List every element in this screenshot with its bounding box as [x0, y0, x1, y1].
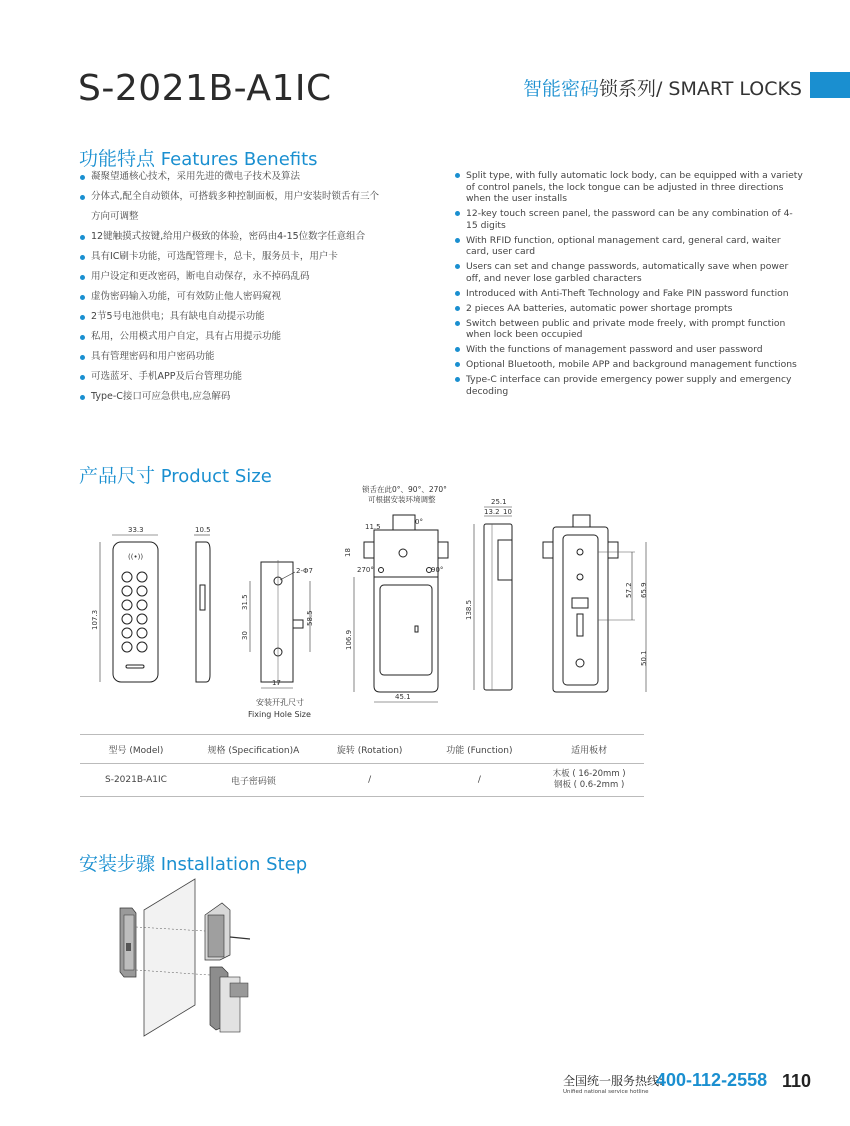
dim-side2-25: 25.1 [491, 498, 507, 506]
feature-en-item: Introduced with Anti-Theft Technology and Fake PIN password function [454, 288, 804, 300]
dim-body-11-5: 11.5 [365, 523, 381, 531]
cell-function: / [477, 775, 481, 785]
dim-back-50: 50.1 [640, 650, 648, 666]
installation-title [79, 849, 307, 876]
model-title: S-2021B-A1IC [78, 68, 332, 109]
dim-hole-58: 58.5 [306, 610, 314, 626]
features-title-en: Features Benefits [160, 149, 318, 170]
dim-hole-30: 30 [241, 631, 249, 640]
dim-back-57: 57.2 [625, 582, 633, 598]
cell-spec: 电子密码锁 [230, 776, 276, 787]
product-size-title-en: Product Size [160, 466, 272, 487]
feature-en-item: Users can set and change passwords, automatically save when power off, and never lose garbled characters [454, 261, 804, 284]
col-model: 型号 (Model) [108, 745, 164, 756]
feature-cn-item: 2节5号电池供电；具有缺电自动提示功能 [79, 307, 419, 327]
col-rotation: 旋转 (Rotation) [336, 745, 403, 756]
feature-cn-item: 用户设定和更改密码，断电自动保存，永不掉码乱码 [79, 267, 419, 287]
dim-side2-10: 10 [503, 508, 512, 516]
dim-body-270deg: 270° [357, 566, 374, 574]
feature-cn-item: 分体式,配全自动锁体，可搭载多种控制面板，用户安装时锁舌有三个 [79, 187, 419, 207]
series-label-rest: 锁系列/ SMART LOCKS [598, 78, 802, 100]
hotline-number: 400-112-2558 [656, 1070, 768, 1090]
feature-en-item: Switch between public and private mode freely, with prompt function when lock been occupied [454, 318, 804, 341]
hotline-label-cn: 全国统一服务热线: [563, 1074, 664, 1088]
fixing-hole-label-en: Fixing Hole Size [248, 710, 311, 719]
cell-board [534, 764, 644, 797]
dim-body-18: 18 [344, 548, 352, 557]
cell-board-steel: 钢板 ( 0.6-2mm ) [553, 780, 625, 790]
feature-en-item: Type-C interface can provide emergency power supply and emergency decoding [454, 374, 804, 397]
tongue-note-line1: 锁舌在此0°、90°、270° [362, 485, 447, 494]
tongue-note-line2: 可根据安装环境调整 [368, 495, 436, 504]
feature-en-item: With RFID function, optional management card, general card, waiter card, user card [454, 235, 804, 258]
side-view-drawing [194, 526, 211, 682]
feature-cn-item: 私用，公用模式用户自定，具有占用提示功能 [79, 327, 419, 347]
col-board: 适用板材 [571, 745, 608, 756]
installation-illustration [110, 875, 280, 1045]
dim-panel-width: 33.3 [128, 526, 144, 534]
product-size-title-cn: 产品尺寸 [79, 465, 156, 487]
feature-cn-item: 具有管理密码和用户密码功能 [79, 347, 419, 367]
cell-model: S-2021B-A1IC [105, 775, 167, 785]
product-size-drawing [80, 480, 680, 725]
keypad-part [120, 908, 136, 977]
installation-title-cn: 安装步骤 [79, 853, 156, 875]
dim-body-90deg: 90° [431, 566, 444, 574]
feature-cn-item: 虚伪密码输入功能，可有效防止他人密码窥视 [79, 287, 419, 307]
feature-en-item: With the functions of management password and user password [454, 344, 804, 356]
keypad-icon [122, 572, 147, 652]
features-en-list [454, 170, 804, 401]
feature-en-item: Split type, with fully automatic lock body, can be equipped with a variety of control panels, the lock tongue can be adjusted in three directions when the user installs [454, 170, 804, 205]
feature-cn-item: 具有IC刷卡功能，可选配管理卡，总卡，服务员卡，用户卡 [79, 247, 419, 267]
col-function: 功能 (Function) [446, 745, 513, 756]
spec-table-header [80, 735, 644, 764]
lock-body-part [205, 903, 248, 1032]
feature-cn-item: 凝聚望通核心技术，采用先进的微电子技术及算法 [79, 167, 419, 187]
page-number: 110 [782, 1071, 812, 1091]
features-cn-list [79, 167, 419, 407]
hotline-label-en: Unified national service hotline [563, 1089, 649, 1095]
dim-body-width: 45.1 [395, 693, 411, 701]
installation-title-en: Installation Step [160, 854, 308, 875]
lock-body-drawing [344, 515, 448, 702]
feature-en-item: 2 pieces AA batteries, automatic power shortage prompts [454, 303, 804, 315]
fixing-hole-drawing [241, 560, 314, 688]
dim-hole-17: 17 [272, 679, 281, 687]
feature-cn-item-continued: 方向可调整 [91, 211, 139, 222]
dim-side-width: 10.5 [195, 526, 211, 534]
lock-back-drawing [543, 515, 648, 692]
feature-cn-item: 12键触摸式按键,给用户极致的体验，密码由4-15位数字任意组合 [79, 227, 419, 247]
fixing-hole-label-cn: 安装开孔尺寸 [256, 698, 304, 707]
feature-cn-item: 可选蓝牙、手机APP及后台管理功能 [79, 367, 419, 387]
header-accent-tab [810, 72, 850, 98]
dim-panel-height: 107.3 [91, 609, 99, 630]
screw-icon [230, 937, 250, 939]
dim-hole-diameter: 2-Φ7 [296, 567, 313, 575]
spec-table [80, 734, 644, 797]
feature-en-item: 12-key touch screen panel, the password can be any combination of 4-15 digits [454, 208, 804, 231]
dim-back-65: 65.9 [640, 582, 648, 598]
feature-en-item: Optional Bluetooth, mobile APP and background management functions [454, 359, 804, 371]
series-label-cn: 智能密码 [522, 78, 599, 100]
feature-cn-item: Type-C接口可应急供电,应急解码 [79, 387, 419, 407]
lock-side-drawing [465, 498, 512, 690]
dim-body-height: 106.9 [345, 629, 353, 650]
dim-side2-height: 138.5 [465, 599, 473, 620]
cell-rotation: / [368, 775, 372, 785]
rfid-symbol-icon: ((•)) [128, 553, 144, 561]
table-row [80, 764, 644, 797]
dim-side2-13: 13.2 [484, 508, 500, 516]
features-title-cn: 功能特点 [79, 148, 156, 170]
series-label [523, 74, 802, 101]
front-panel-drawing [91, 526, 158, 682]
col-spec: 规格 (Specification)A [207, 745, 300, 756]
dim-hole-31: 31.5 [241, 594, 249, 610]
dim-body-0deg: 0° [415, 518, 423, 526]
cell-board-wood: 木板 ( 16-20mm ) [552, 769, 626, 779]
hotline-label [563, 1072, 663, 1095]
